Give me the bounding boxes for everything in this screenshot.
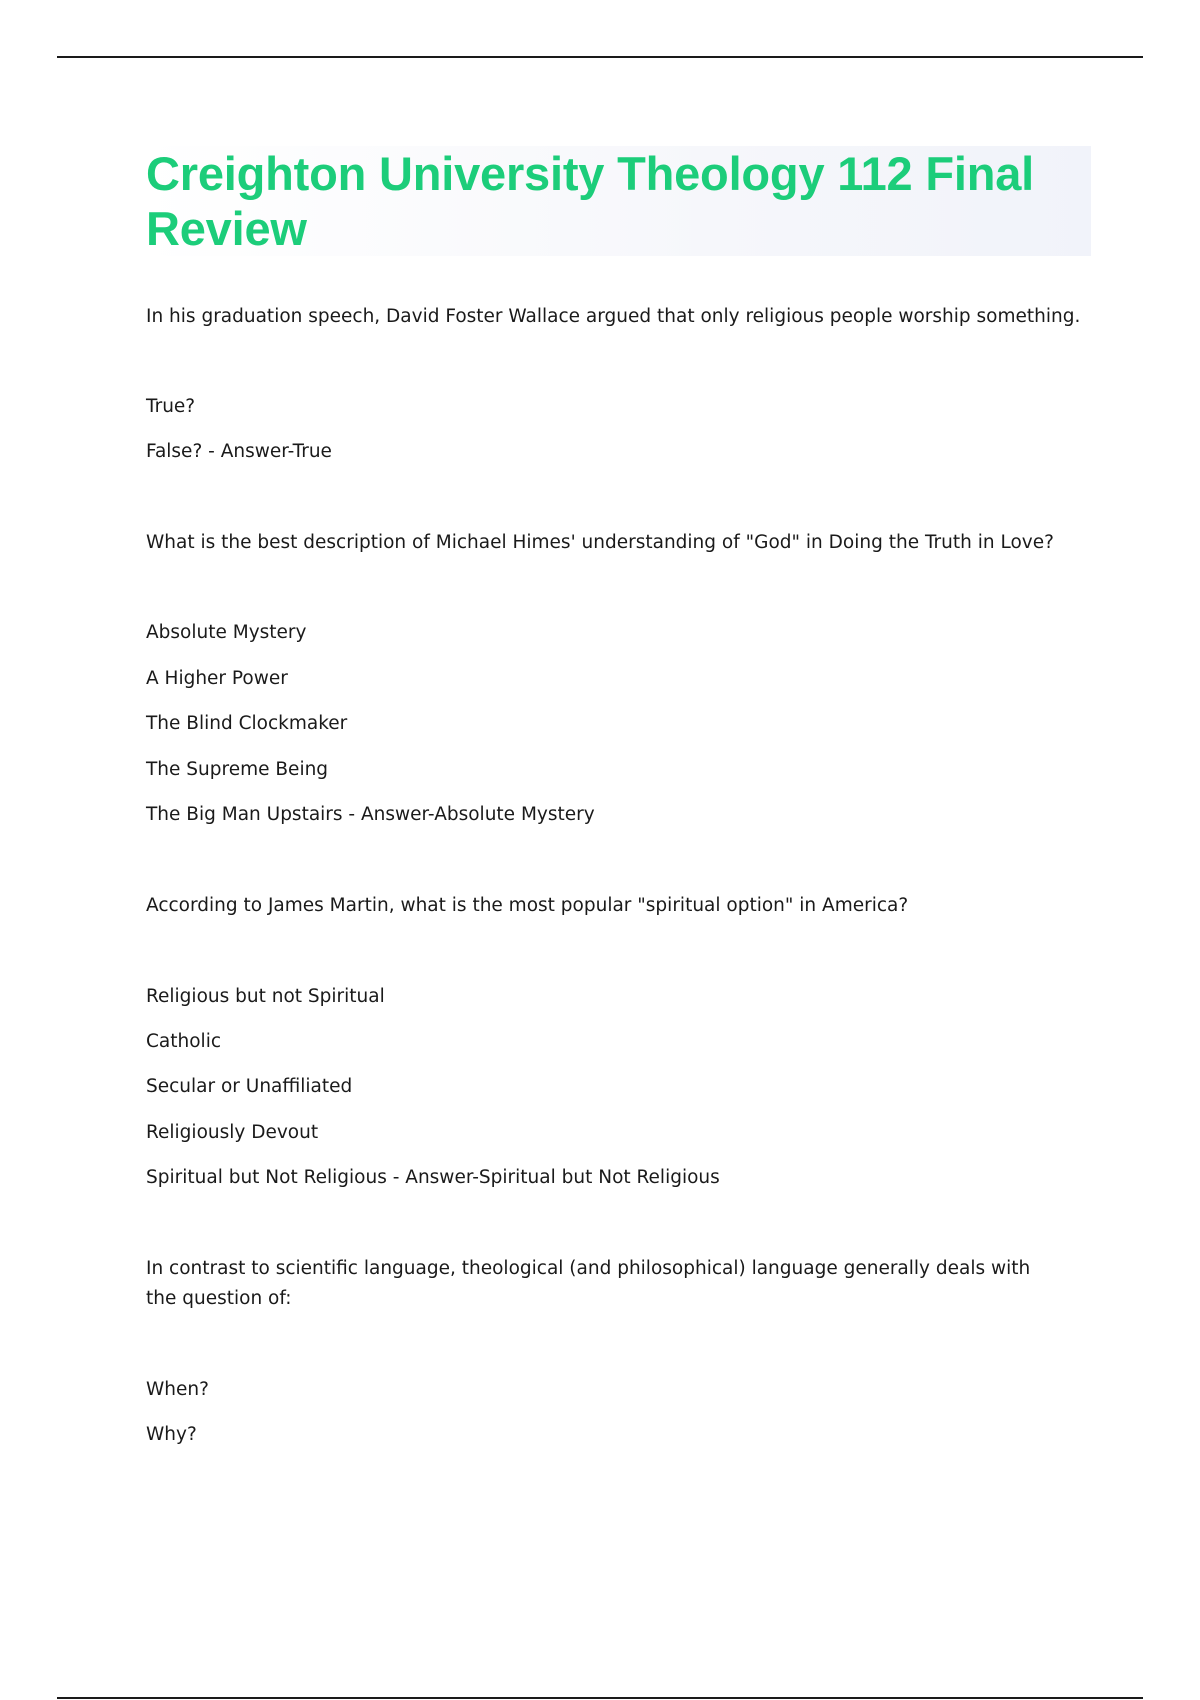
q3-option-3: Secular or Unaffiliated — [146, 1076, 353, 1097]
q3-option-4: Religiously Devout — [146, 1122, 319, 1143]
q1-option-2-answer: False? - Answer-True — [146, 441, 332, 462]
q4-option-1: When? — [146, 1379, 209, 1400]
q2-option-2: A Higher Power — [146, 668, 288, 689]
top-rule — [57, 56, 1143, 58]
q2-option-1: Absolute Mystery — [146, 622, 307, 643]
question-2: What is the best description of Michael Himes' understanding of "God" in Doing the Truth in Love? — [146, 532, 1054, 553]
q3-option-1: Religious but not Spiritual — [146, 986, 385, 1007]
bottom-rule — [57, 1697, 1143, 1699]
q2-option-5-answer: The Big Man Upstairs - Answer-Absolute Mystery — [146, 804, 595, 825]
q3-option-5-answer: Spiritual but Not Religious - Answer-Spiritual but Not Religious — [146, 1167, 720, 1188]
question-1: In his graduation speech, David Foster Wallace argued that only religious people worship something. — [146, 306, 1081, 327]
question-4: In contrast to scientific language, theological (and philosophical) language generally deals with the question of: — [146, 1258, 1031, 1309]
q4-option-2: Why? — [146, 1424, 197, 1445]
q2-option-3: The Blind Clockmaker — [146, 713, 348, 734]
q3-option-2: Catholic — [146, 1031, 222, 1052]
q2-option-4: The Supreme Being — [146, 759, 329, 780]
q1-option-1: True? — [146, 396, 196, 417]
question-3: According to James Martin, what is the most popular "spiritual option" in America? — [146, 895, 909, 916]
document-title: Creighton University Theology 112 Final Review — [146, 147, 1034, 255]
